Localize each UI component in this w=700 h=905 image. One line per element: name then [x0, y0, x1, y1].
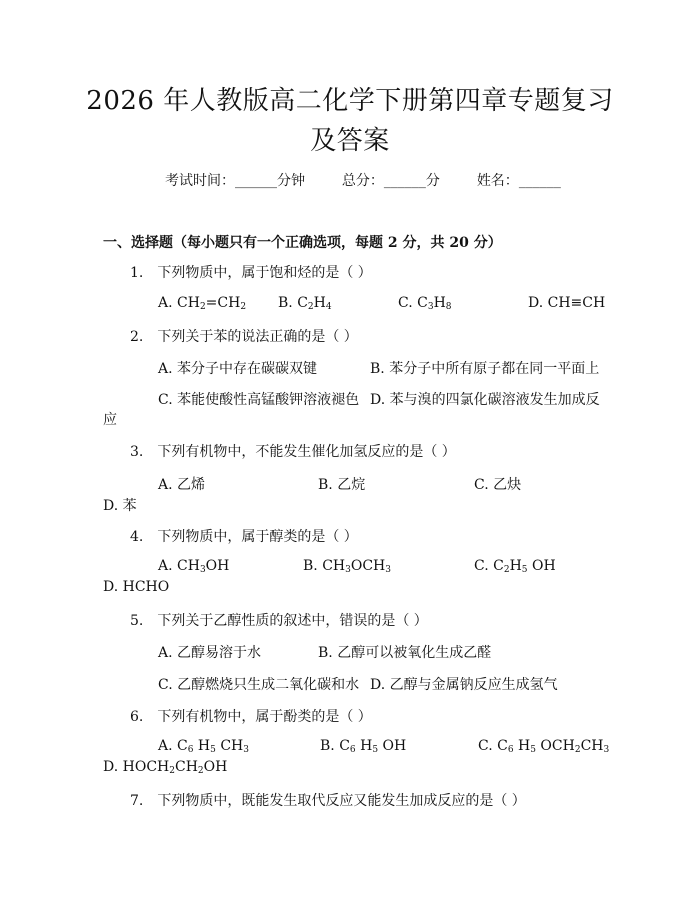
question-2-option-d: D. 苯与溴的四氯化碳溶液发生加成反 [370, 392, 600, 408]
question-1-option-a: A. $CH_2=CH_2$ [158, 295, 247, 312]
question-5-stem: 5. 下列关于乙醇性质的叙述中，错误的是（ ） [130, 613, 428, 629]
time-label: 考试时间： [165, 173, 235, 189]
question-4-option-c: C. $C_2H_5$ OH [474, 558, 556, 575]
question-5-option-b: B. 乙醇可以被氧化生成乙醛 [318, 645, 492, 661]
question-7-stem: 7. 下列物质中，既能发生取代反应又能发生加成反应的是（ ） [130, 793, 526, 809]
question-1-option-d: D. CH≡CH [528, 295, 606, 311]
question-6-option-c: C. $C_6$ $H_5$ $OCH_2CH_3$ [478, 738, 610, 755]
document-title-line1: 2026 年人教版高二化学下册第四章专题复习 [86, 86, 614, 116]
score-label: 总分： [341, 173, 384, 189]
question-2-stem: 2. 下列关于苯的说法正确的是（ ） [130, 329, 358, 345]
question-5-option-c: C. 乙醇燃烧只生成二氧化碳和水 [158, 677, 360, 693]
question-5-option-d: D. 乙醇与金属钠反应生成氢气 [370, 677, 558, 693]
question-3-option-d: D. 苯 [103, 498, 137, 514]
score-blank: ______ [383, 173, 426, 189]
name-blank: ______ [518, 173, 561, 189]
time-unit: 分钟 [277, 173, 305, 189]
question-2-option-b: B. 苯分子中所有原子都在同一平面上 [370, 361, 600, 377]
score-unit: 分 [425, 173, 440, 189]
question-3-option-c: C. 乙炔 [474, 477, 522, 493]
question-4-stem: 4. 下列物质中，属于醇类的是（ ） [130, 529, 358, 545]
question-4-option-d: D. HCHO [103, 579, 170, 595]
document-title-line2: 及答案 [310, 126, 390, 156]
question-1-option-b: B. $C_2H_4$ [278, 295, 332, 312]
time-blank: ______ [235, 173, 277, 189]
question-3-stem: 3. 下列有机物中，不能发生催化加氢反应的是（ ） [130, 444, 456, 460]
question-1-option-c: C. $C_3H_8$ [398, 295, 452, 312]
question-5-option-a: A. 乙醇易溶于水 [158, 645, 262, 661]
question-6-option-d: D. $HOCH_2CH_2OH$ [103, 759, 228, 776]
question-2-option-d-wrap: 应 [103, 412, 117, 428]
question-2-option-a: A. 苯分子中存在碳碳双键 [158, 361, 318, 377]
question-4-option-a: A. $CH_3OH$ [158, 558, 230, 575]
question-2-option-c: C. 苯能使酸性高锰酸钾溶液褪色 [158, 392, 360, 408]
question-3-option-b: B. 乙烷 [318, 477, 366, 493]
exam-meta [165, 170, 561, 190]
question-3-option-a: A. 乙烯 [158, 477, 206, 493]
question-6-option-a: A. $C_6$ $H_5$ $CH_3$ [158, 738, 249, 755]
section-heading: 一、选择题（每小题只有一个正确选项，每题 2 分，共 20 分） [103, 235, 502, 251]
question-6-stem: 6. 下列有机物中，属于酚类的是（ ） [130, 709, 372, 725]
question-6-option-b: B. $C_6$ $H_5$ OH [320, 738, 407, 755]
name-label: 姓名： [476, 173, 519, 189]
question-1-stem: 1. 下列物质中，属于饱和烃的是（ ） [130, 265, 372, 281]
question-4-option-b: B. $CH_3OCH_3$ [303, 558, 391, 575]
